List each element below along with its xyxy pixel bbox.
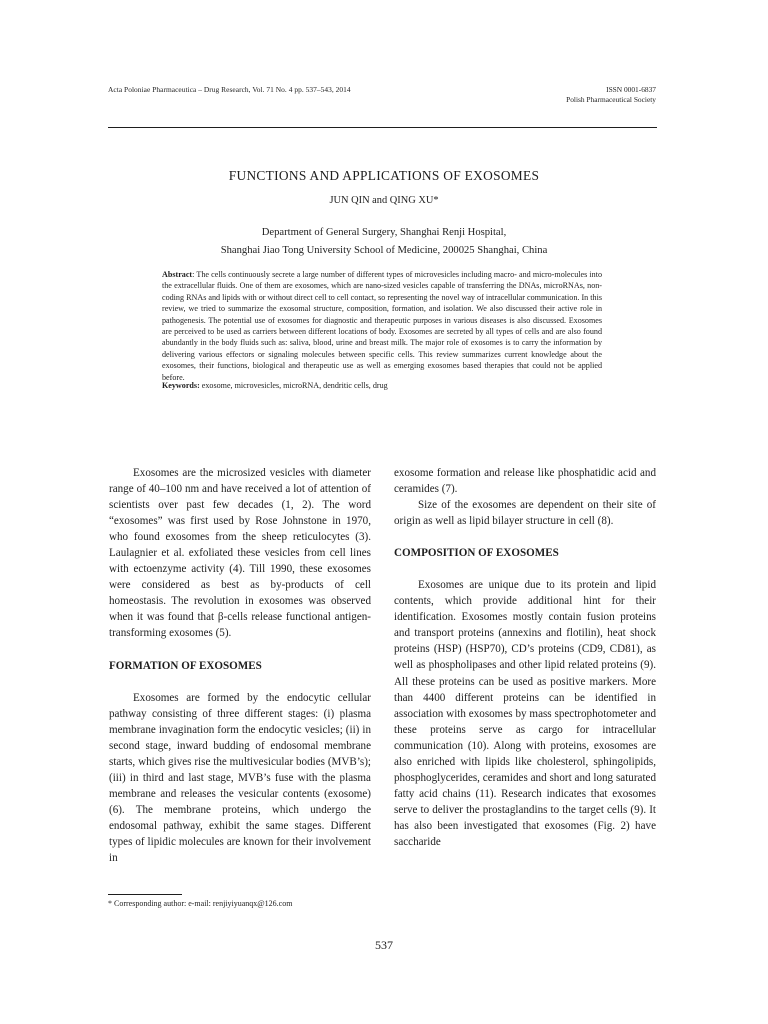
corresponding-author-footnote: * Corresponding author: e-mail: renjiyiyuanqx@126.com <box>108 899 293 908</box>
section-heading-composition: COMPOSITION OF EXOSOMES <box>394 547 559 560</box>
formation-paragraph-continued: exosome formation and release like phosphatidic acid and ceramides (7). <box>394 467 656 496</box>
affiliation-line-2: Shanghai Jiao Tong University School of Medicine, 200025 Shanghai, China <box>220 245 548 256</box>
header-rule <box>108 127 657 128</box>
abstract <box>162 269 602 383</box>
affiliation-line-1: Department of General Surgery, Shanghai Renji Hospital, <box>261 227 507 238</box>
right-column <box>394 465 656 850</box>
article-authors: JUN QIN and QING XU* <box>329 195 439 206</box>
left-column <box>109 465 371 866</box>
article-title: FUNCTIONS AND APPLICATIONS OF EXOSOMES <box>228 168 540 183</box>
keywords <box>162 381 602 390</box>
keywords-text: exosome, microvesicles, microRNA, dendritic cells, drug <box>199 381 388 390</box>
issn: ISSN 0001-6837 <box>606 85 656 94</box>
page-number: 537 <box>375 938 393 952</box>
author-affiliation <box>0 224 768 260</box>
intro-paragraph: Exosomes are the microsized vesicles with diameter range of 40–100 nm and have received a lot of attention of scientists over past few decades (1, 2). The word “exosomes” was first used by Rose Johnstone in 1970, who found exosomes from the sheep reticulocytes (3). Laulagnier et al. exfoliated these vesicles from cell lines with ectoenzyme activity (4). Till 1990, these exosomes were considered as best as by-products of cell homeostasis. The revolution in exosomes was observed when it was found that β-cells release functional antigen-transforming exosomes (5). <box>109 467 371 640</box>
journal-citation: Acta Poloniae Pharmaceutica – Drug Research, Vol. 71 No. 4 pp. 537–543, 2014 <box>108 85 351 94</box>
keywords-label: Keywords: <box>162 381 200 390</box>
society-name: Polish Pharmaceutical Society <box>566 95 656 104</box>
composition-paragraph: Exosomes are unique due to its protein and lipid contents, which provide additional hint for their identification. Exosomes mostly contain fusion proteins and transport proteins (annexins and flotilin), heat shock proteins (HSP) (HSP70), CD’s proteins (CD9, CD81), as well as phospholipases and other lipid related proteins (9). All these proteins can be used as positive markers. More than 4400 different proteins can be identified in association with exosomes by mass spectrophotometer and these proteins serve as cargo for intracellular communication (10). Along with proteins, exosomes are also enriched with lipids like cholesterol, sphingolipids, phosphoglycerides, ceramides and short and long saturated fatty acid chains (11). Research indicates that exosomes serve to deliver the prostaglandins to the target cells (9). It has also been investigated that exosomes (Fig. 2) have saccharide <box>394 579 656 848</box>
footnote-rule <box>108 894 182 895</box>
journal-issn-block <box>566 85 656 105</box>
abstract-label: Abstract <box>162 270 193 279</box>
abstract-text: : The cells continuously secrete a large number of different types of microvesicles including macro- and micro-molecules into the extracellular fluids. One of them are exosomes, which are nano-sized vesicles capable of transferring the DNAs, microRNAs, non-coding RNAs and lipids with or without direct cell to cell contact, so representing the novel way of intracellular communication. In this review, we tried to summarize the exosomal structure, composition, formation, and isolation. We also discussed their active role in pathogenesis. The potential use of exosomes for diagnostic and therapeutic purposes in various diseases is also discussed. Exosomes are perceived to be used as carriers between different locations of body. Exosomes are secreted by all types of cells and are also found abundantly in the body fluids such as: saliva, blood, urine and breast milk. The major role of exosomes is to carry the information by delivering various effectors or signaling molecules between specific cells. This review summarizes current knowledge about the exosomes, their functions, biological and therapeutic use as well as emerging exosomes based therapies that could not be applied before. <box>162 270 602 382</box>
size-paragraph: Size of the exosomes are dependent on their site of origin as well as lipid bilayer structure in cell (8). <box>394 499 656 528</box>
formation-paragraph: Exosomes are formed by the endocytic cellular pathway consisting of three different stages: (i) plasma membrane invagination form the endocytic vesicles; (ii) in second stage, inward budding of endosomal membrane starts, which gives rise the multivesicular bodies (MVB’s); (iii) in third and last stage, MVB’s fuse with the plasma membrane and releases the vesicular contents (exosome) (6). The membrane proteins, which undergo the endosomal pathway, exhibit the same stages. Different types of lipidic molecules are known for their involvement in <box>109 691 371 865</box>
section-heading-formation: FORMATION OF EXOSOMES <box>109 659 262 672</box>
